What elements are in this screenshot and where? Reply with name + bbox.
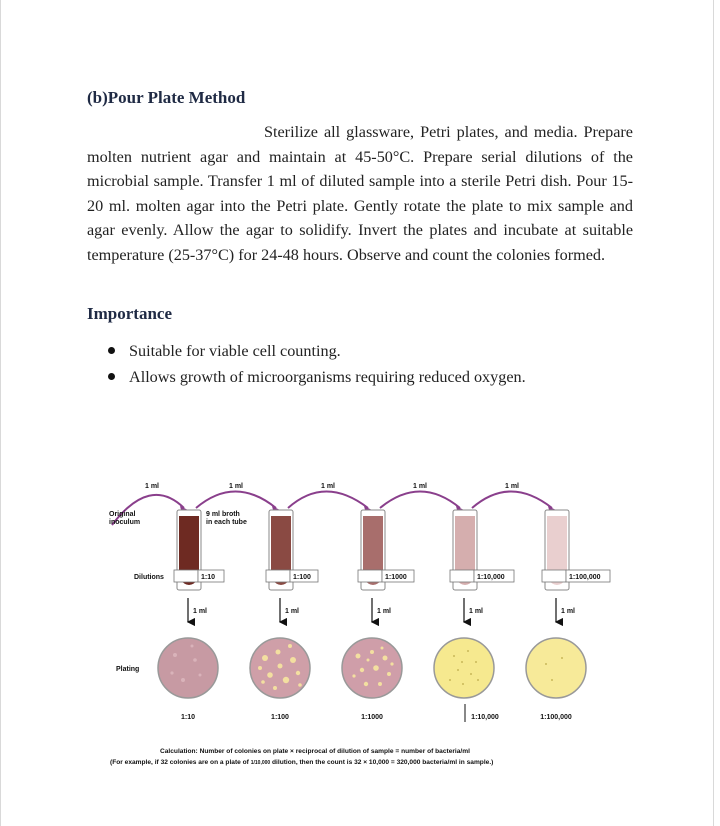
tube-dilution-label: 1:10,000: [477, 574, 505, 581]
importance-list: [105, 338, 526, 390]
calculation-text-b: dilution, then the count is 32 × 10,000 = 320,000 bacteria/ml in sample.): [270, 759, 494, 766]
plate-4: [434, 638, 494, 698]
importance-heading: Importance: [87, 304, 172, 323]
original-inoculum-label: Original: [109, 511, 136, 518]
procedure-paragraph: Sterilize all glassware, Petri plates, and media. Prepare molten nutrient agar and maintain at 45-50°C. Prepare serial dilutions of the microbial sample. Transfer 1 ml of diluted sample into a sterile Petri dish. Pour 15-20 ml. molten agar into the Petri plate. Gently rotate the plate to mix sample and agar evenly. Allow the agar to solidify. Invert the plates and incubate at suitable temperature (25-37°C) for 24-48 hours. Observe and count the colonies formed.: [87, 123, 633, 264]
tube-dilution-label: 1:10: [201, 574, 216, 581]
broth-label: 9 ml broth: [206, 511, 240, 518]
transfer-label: 1 ml: [412, 483, 428, 490]
original-inoculum-label: inoculum: [109, 519, 141, 526]
plate-transfer-label: 1 ml: [377, 608, 392, 615]
pour-plate-diagram: [100, 470, 620, 780]
plate-3: [342, 638, 402, 698]
broth-label: in each tube: [206, 519, 247, 526]
calculation-line-2: [110, 759, 493, 766]
plate-dilution-label: 1:1000: [361, 714, 383, 721]
tube-dilution-label: 1:100,000: [569, 574, 601, 581]
dilutions-label: Dilutions: [134, 574, 164, 581]
importance-item: Suitable for viable cell counting.: [105, 338, 526, 364]
transfer-arc: [380, 492, 460, 509]
tube-dilution-label: 1:1000: [385, 574, 407, 581]
plate-dilution-label: 1:10,000: [471, 714, 499, 721]
transfer-label: 1 ml: [504, 483, 520, 490]
plate-transfer-label: 1 ml: [193, 608, 208, 615]
plate-5: [526, 638, 586, 698]
plate-dilution-label: 1:100,000: [540, 714, 572, 721]
plate-1: [158, 638, 218, 698]
transfer-arc: [288, 492, 368, 509]
tube-dilution-label: 1:100: [293, 574, 311, 581]
calculation-line-1: Calculation: Number of colonies on plate × reciprocal of dilution of sample = number of bacteria/ml: [160, 748, 470, 755]
page-border-left: [0, 0, 1, 826]
plate-dilution-label: 1:100: [271, 714, 289, 721]
transfer-label: 1 ml: [144, 483, 160, 490]
plate-dilution-label: 1:10: [180, 714, 196, 721]
transfer-label: 1 ml: [228, 483, 244, 490]
plate-2: [250, 638, 310, 698]
calculation-fraction: 1/10,000: [250, 760, 271, 766]
plate-transfer-label: 1 ml: [285, 608, 300, 615]
plate-transfer-label: 1 ml: [561, 608, 576, 615]
transfer-arc: [472, 492, 552, 509]
plate-transfer-label: 1 ml: [469, 608, 484, 615]
transfer-arc: [196, 492, 276, 509]
section-heading: (b)Pour Plate Method: [87, 88, 246, 107]
plating-label: Plating: [116, 666, 140, 673]
importance-item: Allows growth of microorganisms requiring reduced oxygen.: [105, 364, 526, 390]
page-border-right: [713, 0, 714, 826]
calculation-text-a: (For example, if 32 colonies are on a plate of: [110, 759, 251, 766]
transfer-label: 1 ml: [320, 483, 336, 490]
